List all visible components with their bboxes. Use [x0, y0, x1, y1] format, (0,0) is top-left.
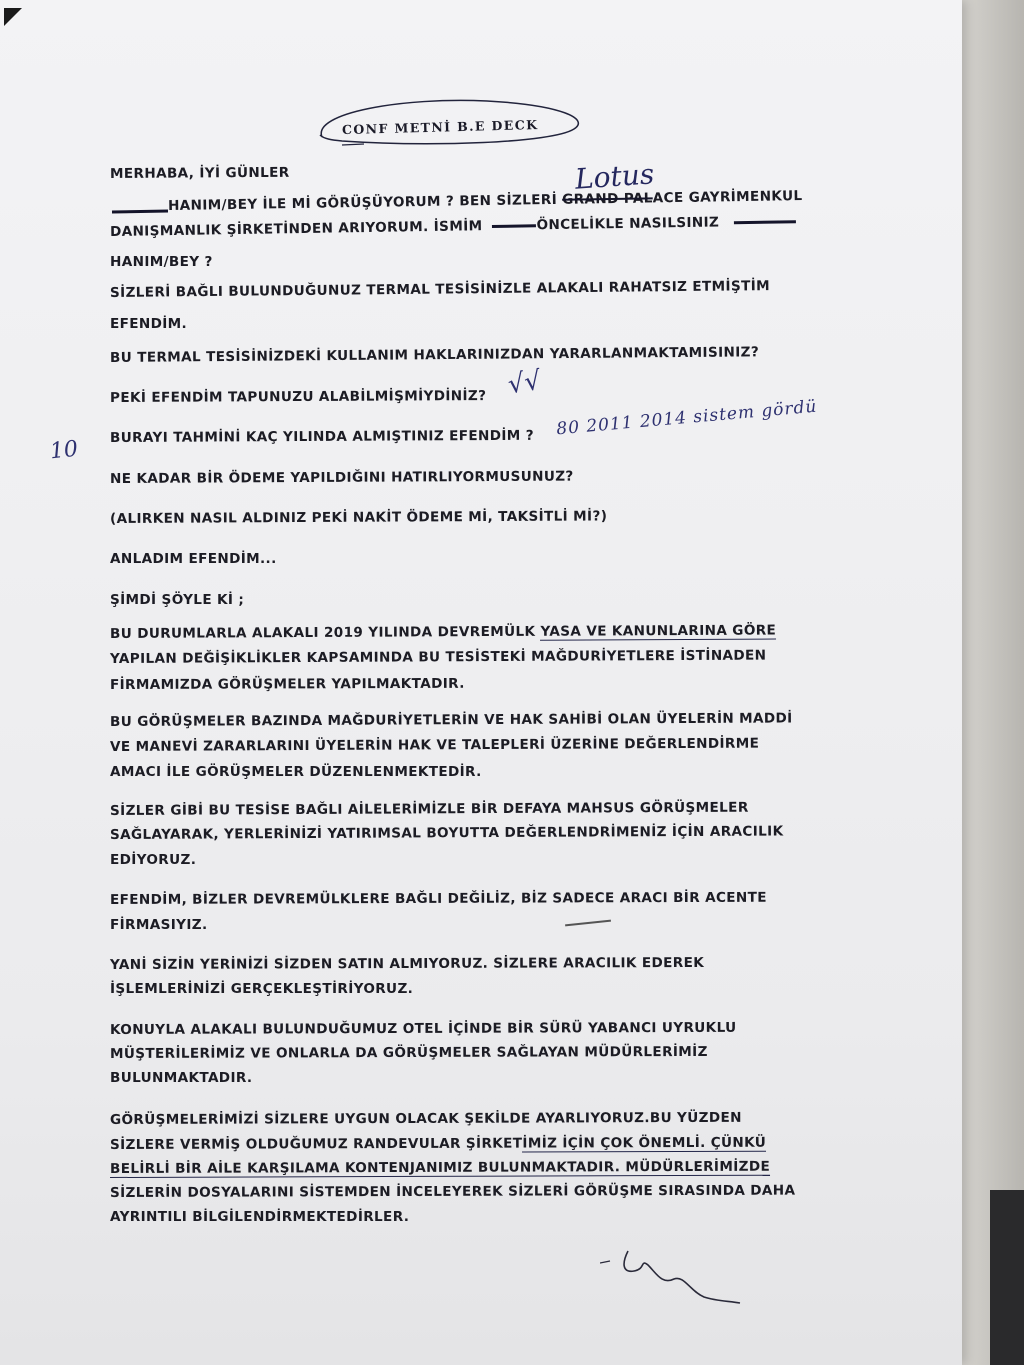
- paragraph-7-line-1: KONUYLA ALAKALI BULUNDUĞUMUZ OTEL İÇİNDE BİR SÜRÜ YABANCI UYRUKLU: [109, 1019, 737, 1038]
- greeting-line: MERHABA, İYİ GÜNLER: [109, 164, 290, 182]
- paragraph-8-line-2: [110, 1135, 766, 1153]
- question-payment-method: (ALIRKEN NASIL ALDINIZ PEKİ NAKİT ÖDEME Mİ, TAKSİTLİ Mİ?): [109, 508, 608, 527]
- paragraph-1-line-2: EFENDİM.: [110, 316, 188, 332]
- paragraph-4-line-3: EDİYORUZ.: [110, 852, 197, 868]
- handwritten-year-note: 80 2011 2014 sistem gördü: [555, 396, 819, 440]
- paragraph-8-line-4: SİZLERİN DOSYALARINI SİSTEMDEN İNCELEYEREK SİZLERİ GÖRÜŞME SIRASINDA DAHA: [109, 1182, 796, 1201]
- now-line: ŞİMDİ ŞÖYLE Kİ ;: [110, 592, 245, 608]
- underlined-quota-line: BELİRLİ BİR AİLE KARŞILAMA KONTENJANIMIZ BULUNMAKTADIR. MÜDÜRLERİMİZDE: [109, 1158, 771, 1177]
- question-usage-rights: BU TERMAL TESİSİNİZDEKİ KULLANIM HAKLARINIZDAN YARARLANMAKTAMISINIZ?: [109, 344, 760, 366]
- struck-company-name: GRAND PAL: [562, 190, 653, 208]
- paragraph-4-line-1: SİZLER GİBİ BU TESİSE BAĞLI AİLELERİMİZLE BİR DEFAYA MAHSUS GÖRÜŞMELER: [109, 799, 749, 819]
- paragraph-8-line-2-text: SİZLERE VERMİŞ OLDUĞUMUZ RANDEVULAR ŞİRKET: [109, 1135, 523, 1153]
- paragraph-2-line-1-text: BU DURUMLARLA ALAKALI 2019 YILINDA DEVREMÜLK: [109, 623, 536, 642]
- paragraph-6-line-1: YANİ SİZİN YERİNİZİ SİZDEN SATIN ALMIYORUZ. SİZLERE ARACILIK EDEREK: [109, 954, 705, 973]
- question-purchase-year: BURAYI TAHMİNİ KAÇ YILINDA ALMIŞTINIZ EFENDİM ?: [109, 427, 535, 446]
- agent-name-blank: [491, 224, 535, 228]
- intro-line-2-text: DANIŞMANLIK ŞİRKETİNDEN ARIYORUM. İSMİM: [109, 218, 483, 240]
- intro-line-1-text: HANIM/BEY İLE Mİ GÖRÜŞÜYORUM ? BEN SİZLERİ: [167, 191, 558, 214]
- paragraph-5-line-2: FİRMASIYIZ.: [110, 917, 208, 933]
- background-dark-corner: [990, 1190, 1024, 1365]
- paragraph-7-line-2: MÜŞTERİLERİMİZ VE ONLARLA DA GÖRÜŞMELER SAĞLAYAN MÜDÜRLERİMİZ: [109, 1043, 708, 1062]
- paragraph-6-line-2: İŞLEMLERİNİZİ GERÇEKLEŞTİRİYORUZ.: [110, 981, 414, 997]
- pen-stroke-mark: [565, 920, 611, 926]
- paragraph-3-line-1: BU GÖRÜŞMELER BAZINDA MAĞDURİYETLERİN VE HAK SAHİBİ OLAN ÜYELERİN MADDİ: [109, 710, 793, 730]
- intro-line-1: [168, 188, 803, 214]
- question-title-deed: PEKİ EFENDİM TAPUNUZU ALABİLMİŞMİYDİNİZ?: [109, 388, 487, 406]
- paragraph-8-line-3: [110, 1159, 770, 1177]
- intro-line-3: HANIM/BEY ?: [110, 254, 213, 270]
- name-blank-line: [112, 210, 168, 214]
- intro-line-2-end: ÖNCELİKLE NASILSINIZ: [536, 214, 720, 234]
- intro-line-1-end: ACE GAYRİMENKUL: [652, 188, 803, 207]
- paragraph-5-line-1: EFENDİM, BİZLER DEVREMÜLKLERE BAĞLI DEĞİLİZ, BİZ SADECE ARACI BİR ACENTE: [109, 889, 767, 908]
- title-block: [312, 95, 587, 149]
- paragraph-1-line-1: SİZLERİ BAĞLI BULUNDUĞUNUZ TERMAL TESİSİNİZLE ALAKALI RAHATSIZ ETMİŞTİM: [109, 278, 771, 301]
- handwritten-checkmarks: √√: [506, 365, 544, 401]
- paragraph-8-line-1: GÖRÜŞMELERİMİZİ SİZLERE UYGUN OLACAK ŞEKİLDE AYARLIYORUZ.BU YÜZDEN: [109, 1109, 742, 1128]
- underlined-importance-phrase: İMİZ İÇİN ÇOK ÖNEMLİ. ÇÜNKÜ: [522, 1134, 767, 1152]
- paragraph-4-line-2: SAĞLAYARAK, YERLERİNİZİ YATIRIMSAL BOYUTTA DEĞERLENDRİMENİZ İÇİN ARACILIK: [109, 823, 784, 843]
- paragraph-3-line-2: VE MANEVİ ZARARLARINI ÜYELERİN HAK VE TALEPLERİ ÜZERİNE DEĞERLENDİRME: [109, 735, 760, 755]
- paragraph-2-line-1: [110, 623, 776, 642]
- corner-mark: [4, 8, 22, 26]
- paragraph-8-line-5: AYRINTILI BİLGİLENDİRMEKTEDİRLER.: [110, 1209, 410, 1225]
- handwritten-signature: [600, 1245, 750, 1315]
- question-payment-amount: NE KADAR BİR ÖDEME YAPILDIĞINI HATIRLIYORMUSUNUZ?: [109, 468, 574, 487]
- intro-line-2: [110, 213, 797, 240]
- handwritten-margin-number: 10: [48, 436, 80, 465]
- paragraph-2-line-3: FİRMAMIZDA GÖRÜŞMELER YAPILMAKTADIR.: [109, 675, 465, 693]
- paragraph-2-line-2: YAPILAN DEĞİŞİKLİKLER KAPSAMINDA BU TESİSTEKİ MAĞDURİYETLERE İSTİNADEN: [109, 647, 767, 667]
- paragraph-3-line-3: AMACI İLE GÖRÜŞMELER DÜZENLENMEKTEDİR.: [110, 764, 482, 780]
- underlined-law-phrase: YASA VE KANUNLARINA GÖRE: [540, 622, 777, 640]
- understood-line: ANLADIM EFENDİM...: [110, 551, 277, 567]
- document-title: CONF METNİ B.E DECK: [341, 117, 539, 138]
- handwritten-company-name: Lotus: [573, 157, 656, 196]
- customer-name-blank: [734, 220, 796, 224]
- paragraph-7-line-3: BULUNMAKTADIR.: [110, 1070, 253, 1086]
